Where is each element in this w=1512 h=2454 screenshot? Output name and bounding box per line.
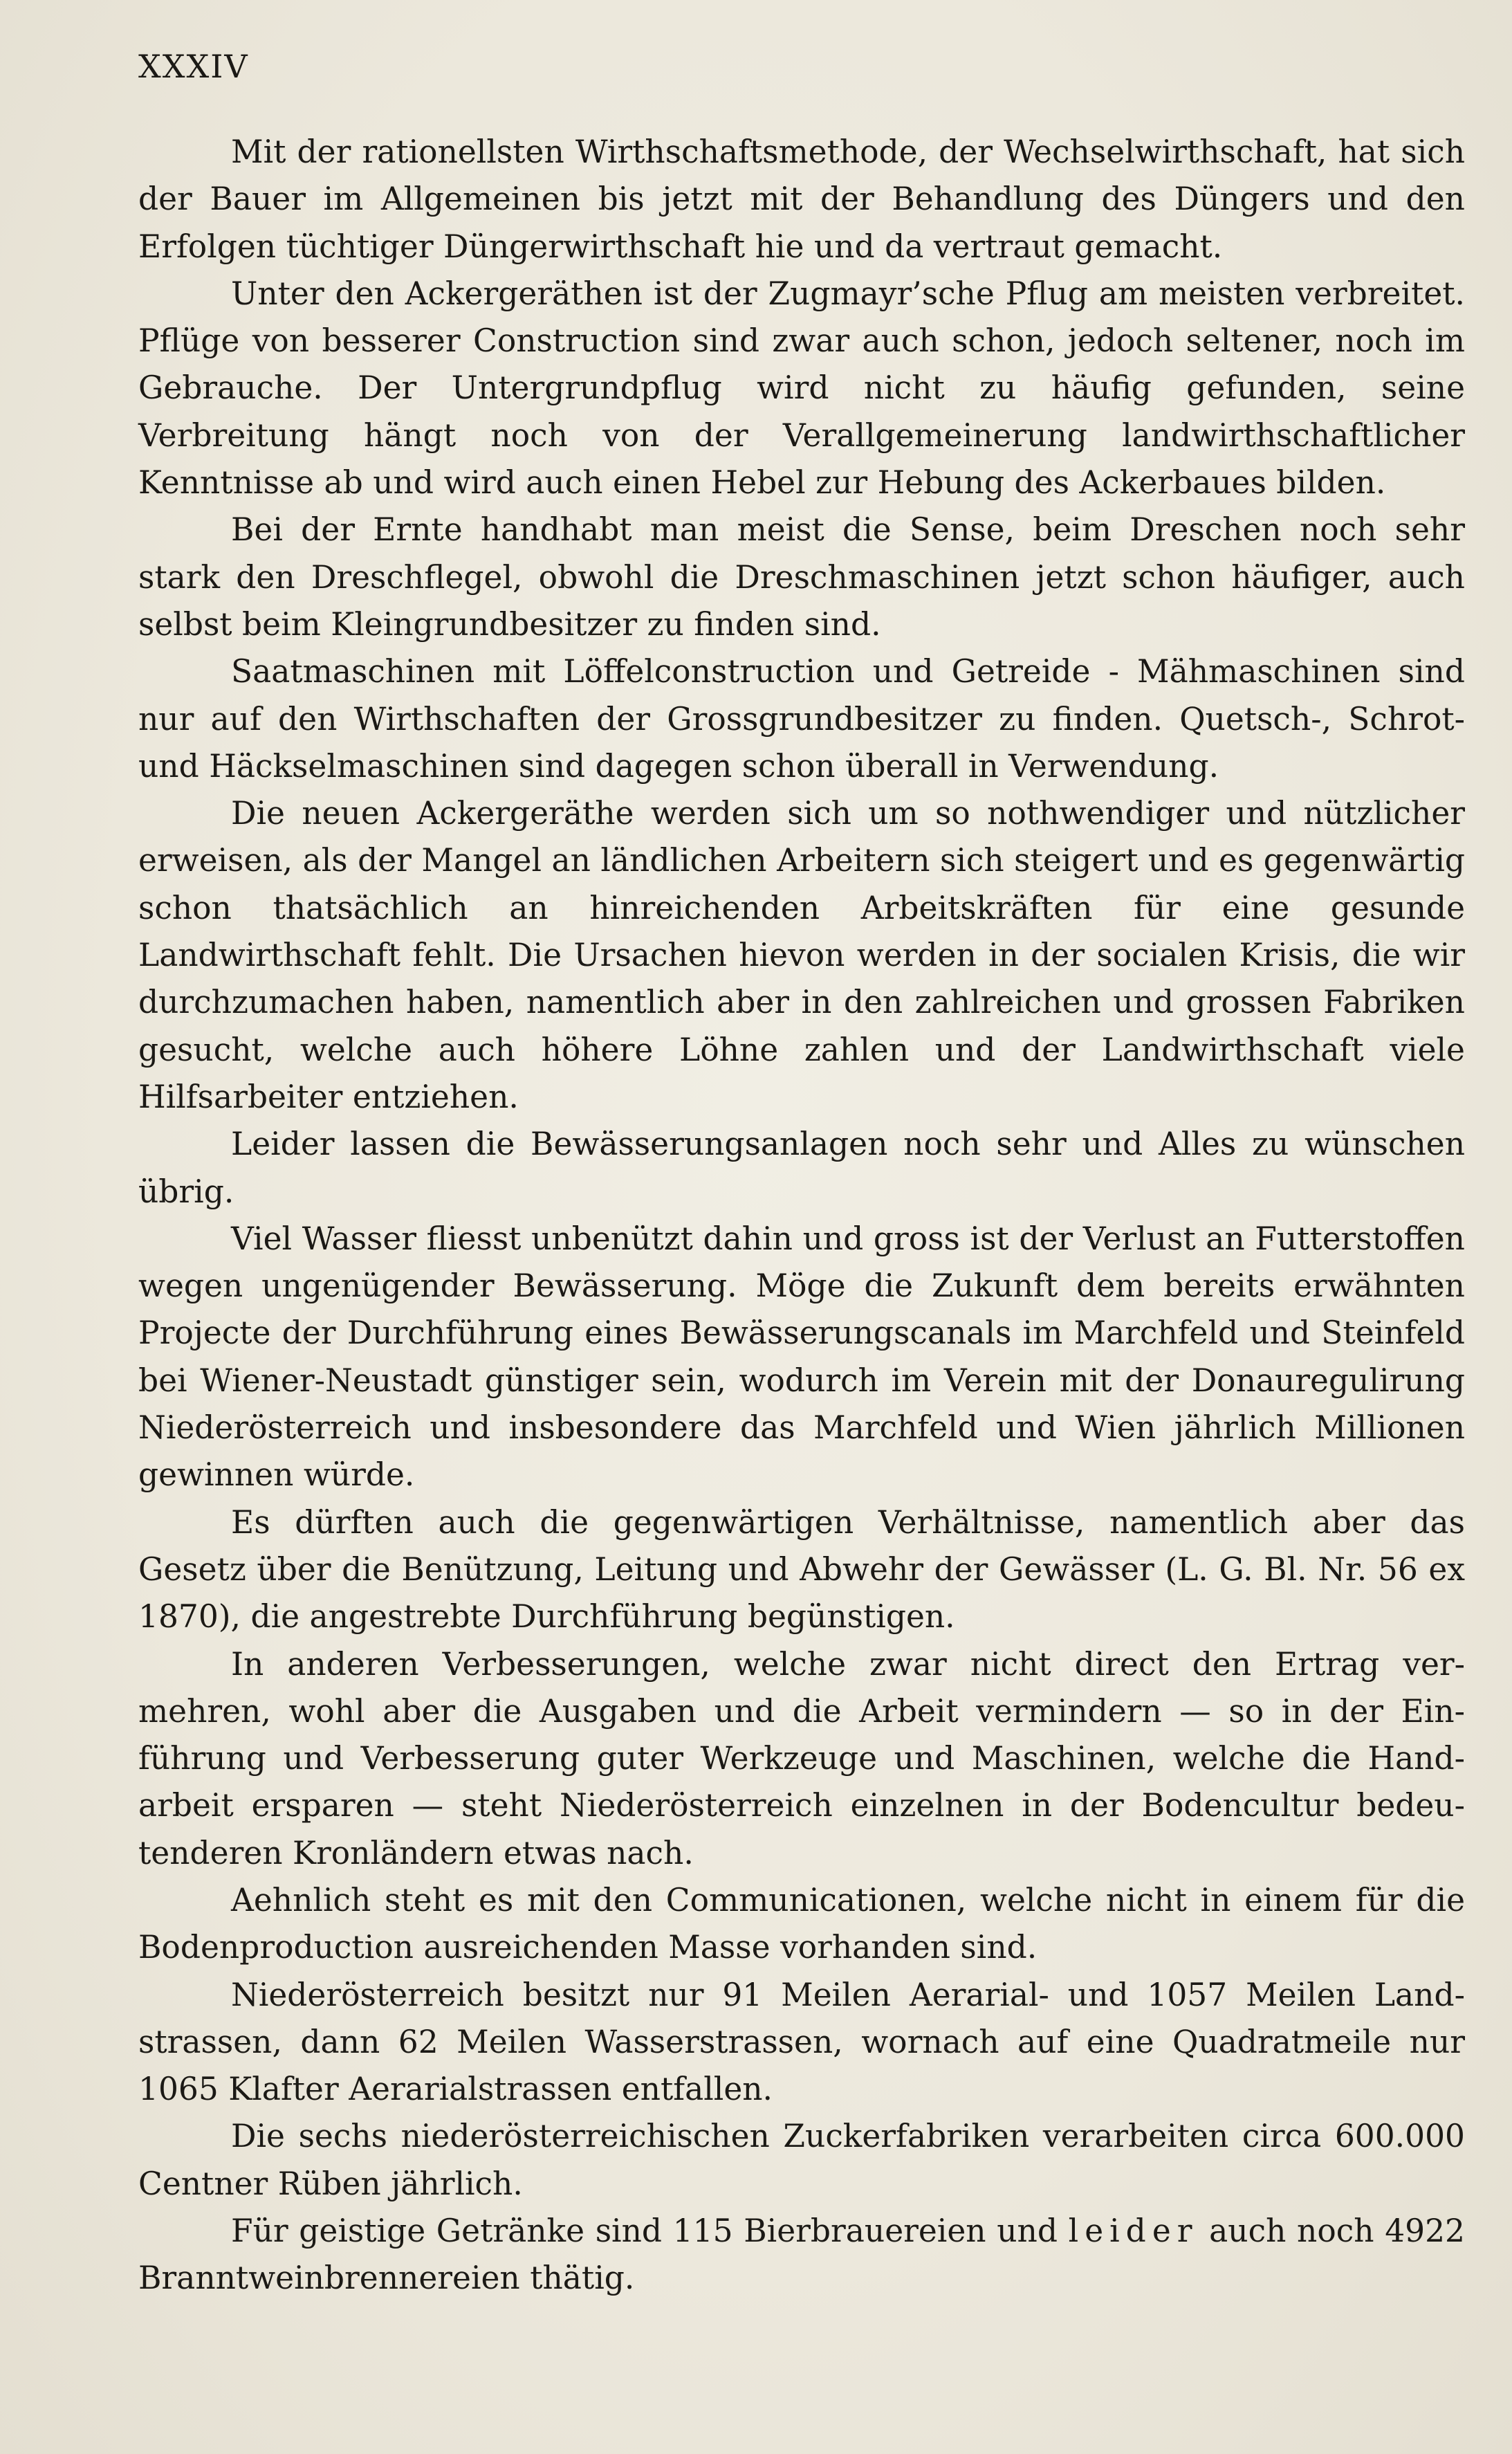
paragraph: Es dürften auch die gegenwärtigen Verhältnisse, namentlich aber das Gesetz über die Benützung, Leitung und Abwehr der Gewässer (L. G. Bl. Nr. 56 ex 1870), die angestrebte Durchführung begünstigen. — [138, 1503, 1465, 1636]
text-span: auch noch 4922 Branntweinbrennereien thätig. — [138, 2213, 1465, 2297]
paragraph: Bei der Ernte handhabt man meist die Sense, beim Dreschen noch sehr stark den Dreschflegel, obwohl die Dreschmaschinen jetzt schon häufiger, auch selbst beim Kleingrundbesitzer zu finden sind. — [138, 511, 1465, 643]
paragraph: In anderen Verbesserungen, welche zwar nicht direct den Ertrag vermehren, wohl aber die Ausgaben und die Arbeit vermindern — so in der Einführung und Verbesserung guter Werkzeuge und Maschinen, welche die Handarbeit ersparen — steht Niederösterreich einzelnen in der Bodencultur bedeutenderen Kronländern etwas nach. — [138, 1645, 1465, 1871]
paragraph: Die sechs niederösterreichischen Zuckerfabriken verarbeiten circa 600.000 Centner Rüben jährlich. — [138, 2118, 1465, 2202]
paragraph: Viel Wasser fliesst unbenützt dahin und gross ist der Verlust an Futterstoffen wegen ungenügender Bewässerung. Möge die Zukunft dem bereits erwähnten Projecte der Durchführung eines Bewässerungscanals im Marchfeld und Steinfeld bei Wiener-Neustadt günstiger sein, wodurch im Verein mit der Donauregulirung Niederösterreich und insbesondere das Marchfeld und Wien jährlich Millionen gewinnen würde. — [138, 1220, 1465, 1494]
page-number: XXXIV — [138, 48, 249, 85]
paragraph: Mit der rationellsten Wirthschaftsmethode, der Wechselwirthschaft, hat sich der Bauer im Allgemeinen bis jetzt mit der Behandlung des Düngers und den Erfolgen tüchtiger Düngerwirthschaft hie und da vertraut gemacht. — [138, 134, 1465, 265]
paragraph-last — [138, 2208, 1465, 2302]
paragraph: Die neuen Ackergeräthe werden sich um so nothwendiger und nützlicher erweisen, als der Mangel an ländlichen Arbeitern sich steigert und es gegenwärtig schon thatsächlich an hinreichenden Arbeitskräften für eine gesunde Landwirthschaft fehlt. Die Ursachen hievon werden in der socialen Krisis, die wir durchzumachen haben, namentlich aber in den zahlreichen und grossen Fabriken gesucht, welche auch höhere Löhne zahlen und der Landwirthschaft viele Hilfsarbeiter entziehen. — [138, 795, 1465, 1115]
paragraph: Saatmaschinen mit Löffelconstruction und Getreide - Mähmaschinen sind nur auf den Wirthschaften der Grossgrundbesitzer zu finden. Quetsch-, Schrot- und Häckselmaschinen sind dagegen schon überall in Verwendung. — [138, 653, 1465, 785]
paragraph: Niederösterreich besitzt nur 91 Meilen Aerarial- und 1057 Meilen Landstrassen, dann 62 Meilen Wasserstrassen, wornach auf eine Quadratmeile nur 1065 Klafter Aerarialstrassen entfallen. — [138, 1976, 1465, 2108]
paragraph: Unter den Ackergeräthen ist der Zugmayr’sche Pflug am meisten verbreitet. Pflüge von besserer Construction sind zwar auch schon, jedoch seltener, noch im Gebrauche. Der Untergrundpflug wird nicht zu häufig gefunden, seine Verbreitung hängt noch von der Verallgemeinerung landwirthschaftlicher Kenntnisse ab und wird auch einen Hebel zur Hebung des Ackerbaues bilden. — [138, 275, 1465, 502]
text-span: Für geistige Getränke sind 115 Bierbrauereien und — [231, 2213, 1069, 2250]
emphasized-word: leider — [1068, 2213, 1199, 2250]
paragraph: Aehnlich steht es mit den Communicationen, welche nicht in einem für die Bodenproduction ausreichenden Masse vorhanden sind. — [138, 1881, 1465, 1966]
body-text — [138, 129, 1465, 2302]
paragraph: Leider lassen die Bewässerungsanlagen noch sehr und Alles zu wünschen übrig. — [138, 1126, 1465, 1210]
